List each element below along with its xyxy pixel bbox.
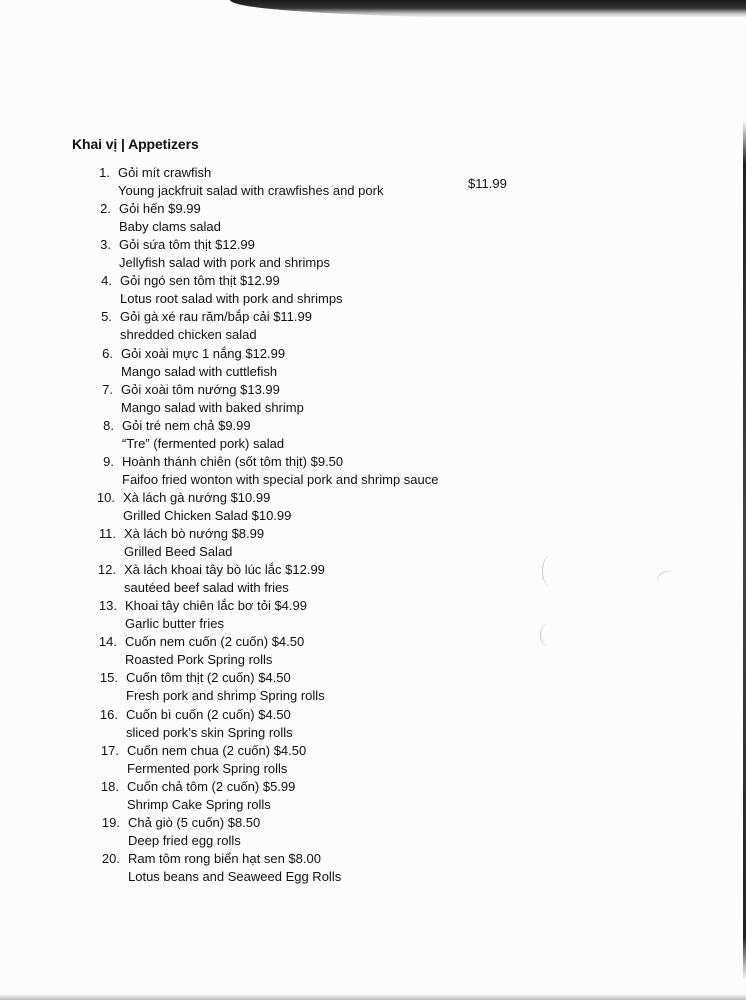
item-description: Lotus beans and Seaweed Egg Rolls xyxy=(128,869,342,884)
item-title: Xà lách gà nướng $10.99 xyxy=(123,490,271,505)
item-description: sautéed beef salad with fries xyxy=(124,580,289,595)
item-description: Mango salad with baked shrimp xyxy=(121,400,304,415)
item-title: Gỏi sứa tôm thịt $12.99 xyxy=(119,237,255,252)
item-title: Gỏi gà xé rau răm/bắp cải $11.99 xyxy=(120,309,312,324)
item-number: 11. xyxy=(98,526,116,541)
item-number: 15. xyxy=(99,670,118,685)
item-number: 1. xyxy=(99,165,110,180)
item-title: Gỏi xoài tôm nướng $13.99 xyxy=(121,382,280,397)
item-title: Xà lách khoai tây bò lúc lắc $12.99 xyxy=(124,562,325,577)
item-description: Grilled Chicken Salad $10.99 xyxy=(123,508,292,523)
item-number: 2. xyxy=(100,201,111,216)
item-title: Gỏi mít crawfish xyxy=(118,165,212,180)
item-title: Gỏi hến $9.99 xyxy=(119,201,201,216)
item-title: Cuốn nem chua (2 cuốn) $4.50 xyxy=(127,743,307,758)
item-number: 20. xyxy=(101,851,120,866)
item-description: Baby clams salad xyxy=(119,219,221,234)
item-description: Lotus root salad with pork and shrimps xyxy=(120,291,343,306)
item-title: Cuốn chả tôm (2 cuốn) $5.99 xyxy=(127,779,296,794)
item-title: Cuốn nem cuốn (2 cuốn) $4.50 xyxy=(125,634,305,649)
item-number: 14. xyxy=(98,634,117,649)
item-title: Cuốn bì cuốn (2 cuốn) $4.50 xyxy=(126,707,291,722)
item-description: Grilled Beed Salad xyxy=(124,544,233,559)
item-title: Chả giò (5 cuốn) $8.50 xyxy=(128,815,261,830)
item-description: sliced pork’s skin Spring rolls xyxy=(126,725,293,740)
item-description: Jellyfish salad with pork and shrimps xyxy=(119,255,330,270)
item-description: Mango salad with cuttlefish xyxy=(121,364,278,379)
item-number: 9. xyxy=(103,454,114,469)
item-number: 3. xyxy=(100,237,111,252)
item-number: 6. xyxy=(102,346,113,361)
side-price: $11.99 xyxy=(468,176,507,191)
item-number: 12. xyxy=(97,562,116,577)
scan-mark xyxy=(654,568,677,590)
scan-mark xyxy=(542,556,557,586)
item-description: “Tre” (fermented pork) salad xyxy=(122,436,285,451)
item-number: 5. xyxy=(101,309,112,324)
item-number: 8. xyxy=(103,418,114,433)
item-number: 13. xyxy=(98,598,117,613)
item-title: Gỏi ngó sen tôm thịt $12.99 xyxy=(120,273,280,288)
item-description: Fresh pork and shrimp Spring rolls xyxy=(126,688,325,703)
item-description: Deep fried egg rolls xyxy=(128,833,241,848)
item-description: Shrimp Cake Spring rolls xyxy=(127,797,271,812)
item-number: 4. xyxy=(101,273,112,288)
item-title: Gỏi tré nem chả $9.99 xyxy=(122,418,251,433)
item-number: 19. xyxy=(101,815,120,830)
item-number: 18. xyxy=(100,779,119,794)
item-number: 17. xyxy=(100,743,119,758)
item-title: Cuốn tôm thịt (2 cuốn) $4.50 xyxy=(126,670,291,685)
item-title: Ram tôm rong biển hạt sen $8.00 xyxy=(128,851,321,866)
scan-mark xyxy=(540,624,555,646)
item-number: 7. xyxy=(102,382,113,397)
item-number: 10. xyxy=(96,490,115,505)
item-description: Fermented pork Spring rolls xyxy=(127,761,288,776)
item-title: Khoai tây chiên lắc bơ tỏi $4.99 xyxy=(125,598,307,613)
item-description: shredded chicken salad xyxy=(120,327,257,342)
item-title: Hoành thánh chiên (sốt tôm thịt) $9.50 xyxy=(122,454,344,469)
item-description: Garlic butter fries xyxy=(125,616,224,631)
scan-shadow-bottom xyxy=(0,994,746,1000)
item-description: Young jackfruit salad with crawfishes and pork xyxy=(118,183,384,198)
item-description: Roasted Pork Spring rolls xyxy=(125,652,273,667)
item-title: Gỏi xoài mực 1 nắng $12.99 xyxy=(121,346,286,361)
section-heading: Khai vị | Appetizers xyxy=(72,136,199,152)
item-title: Xà lách bò nướng $8.99 xyxy=(124,526,265,541)
scan-shadow-top xyxy=(230,0,746,18)
item-description: Faifoo fried wonton with special pork and shrimp sauce xyxy=(122,472,439,487)
item-number: 16. xyxy=(99,707,118,722)
